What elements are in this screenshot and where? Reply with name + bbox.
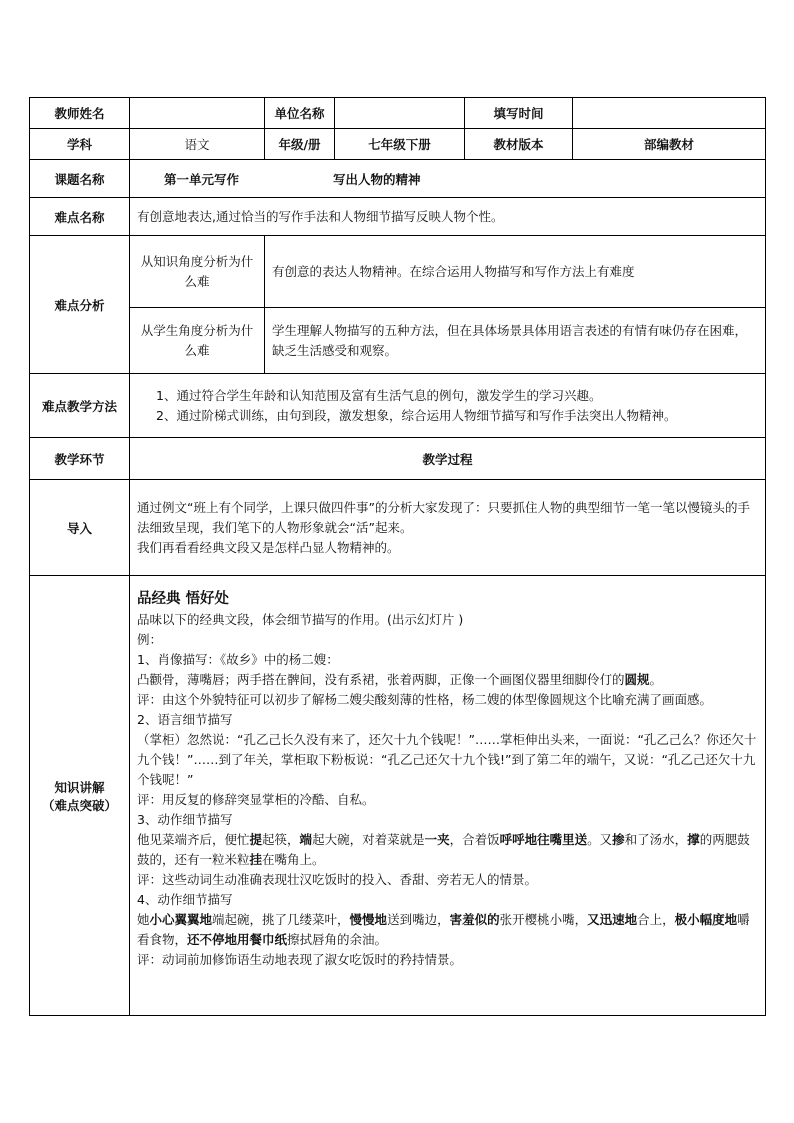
example-2-title: 2、语言细节描写	[137, 712, 233, 727]
knowledge-angle-value: 有创意的表达人物精神。在综合运用人物描写和写作方法上有难度	[265, 236, 766, 308]
unit-label: 单位名称	[265, 98, 335, 129]
example-2-text: （掌柜）忽然说：“孔乙己长久没有来了，还欠十九个钱呢！”……掌柜伸出头来，一面说：“孔乙己么？你还欠十九个钱！”……到了年关，掌柜取下粉板说：“孔乙己还欠十九个钱!”到了第二年的端午，又说：“孔乙己还欠十九个钱呢！”	[137, 732, 757, 787]
intro-paragraph-1: 通过例文“班上有个同学，上课只做四件事”的分析大家发现了：只要抓住人物的典型细节一笔一笔以慢镜头的手法细致呈现，我们笔下的人物形象就会“活”起来。	[137, 499, 750, 535]
example-3-comment: 评：这些动词生动准确表现壮汉吃饭时的投入、香甜、旁若无人的情景。	[137, 872, 538, 887]
student-angle-label: 从学生角度分析为什么难	[130, 308, 265, 374]
topic-label: 课题名称	[30, 160, 130, 198]
header-row-2	[30, 129, 766, 160]
process-label: 教学过程	[130, 438, 766, 480]
intro-cell	[130, 480, 766, 576]
knowledge-label-line-2: （难点突破）	[41, 797, 117, 813]
method-item-1: 1、通过符合学生年龄和认知范围及富有生活气息的例句，激发学生的学习兴趣。	[156, 387, 602, 403]
process-header-row	[30, 438, 766, 480]
intro-row	[30, 480, 766, 576]
knowledge-cell	[130, 576, 766, 1016]
method-item-2: 2、通过阶梯式训练，由句到段，激发想象，综合运用人物细节描写和写作手法突出人物精神。	[156, 407, 677, 423]
example-3-title: 3、动作细节描写	[137, 812, 233, 827]
example-1-text: 凸颧骨，薄嘴唇；两手搭在髀间，没有系裙，张着两脚，正像一个画图仪器里细脚伶仃的圆规。	[137, 672, 663, 687]
stage-label: 教学环节	[30, 438, 130, 480]
knowledge-label-line-1: 知识讲解	[54, 779, 105, 795]
lesson-plan-table	[29, 97, 766, 1016]
topic-title: 写出人物的精神	[332, 171, 421, 187]
difficulty-value: 有创意地表达,通过恰当的写作手法和人物细节描写反映人物个性。	[130, 198, 766, 236]
grade-value: 七年级下册	[335, 129, 465, 160]
subject-value: 语文	[130, 129, 265, 160]
subject-label: 学科	[30, 129, 130, 160]
example-2-comment: 评：用反复的修辞突显掌柜的冷酷、自私。	[137, 792, 375, 807]
methods-row	[30, 374, 766, 438]
difficulty-label: 难点名称	[30, 198, 130, 236]
example-4-title: 4、动作细节描写	[137, 892, 233, 907]
example-1-title: 1、肖像描写：《故乡》中的杨二嫂：	[137, 652, 339, 667]
student-angle-value: 学生理解人物描写的五种方法，但在具体场景具体用语言表述的有情有味仍存在困难，缺乏生活感受和观察。	[265, 308, 766, 374]
date-label: 填写时间	[465, 98, 573, 129]
knowledge-title: 品经典 悟好处	[137, 591, 230, 607]
edition-value: 部编教材	[573, 129, 766, 160]
topic-cell	[130, 160, 766, 198]
methods-cell	[130, 374, 766, 438]
edition-label: 教材版本	[465, 129, 573, 160]
difficulty-row	[30, 198, 766, 236]
analysis-row-knowledge	[30, 236, 766, 308]
intro-label: 导入	[30, 480, 130, 576]
teacher-label: 教师姓名	[30, 98, 130, 129]
knowledge-angle-label: 从知识角度分析为什么难	[130, 236, 265, 308]
knowledge-label	[30, 576, 130, 1016]
topic-row	[30, 160, 766, 198]
teacher-value	[130, 98, 265, 129]
analysis-label: 难点分析	[30, 236, 130, 374]
unit-value	[335, 98, 465, 129]
grade-label: 年级/册	[265, 129, 335, 160]
knowledge-instruction: 品味以下的经典文段，体会细节描写的作用。(出示幻灯片 )	[137, 612, 464, 627]
knowledge-row	[30, 576, 766, 1016]
topic-unit: 第一单元写作	[164, 171, 240, 187]
example-3-text: 他见菜端齐后，便忙提起筷，端起大碗，对着菜就是一夹，合着饭呼呼地往嘴里送。又掺和了汤水，撑的两腮鼓鼓的，还有一粒米粒挂在嘴角上。	[137, 832, 750, 867]
example-4-comment: 评：动词前加修饰语生动地表现了淑女吃饭时的矜持情景。	[137, 952, 463, 967]
analysis-row-student	[30, 308, 766, 374]
example-1-comment: 评：由这个外貌特征可以初步了解杨二嫂尖酸刻薄的性格，杨二嫂的体型像圆规这个比喻充满了画面感。	[137, 692, 713, 707]
example-4-text: 她小心翼翼地端起碗，挑了几缕菜叶，慢慢地送到嘴边，害羞似的张开樱桃小嘴，又迅速地合上，极小幅度地嚼看食物，还不停地用餐巾纸擦拭唇角的余油。	[137, 912, 750, 947]
methods-label: 难点教学方法	[30, 374, 130, 438]
intro-paragraph-2: 我们再看看经典文段又是怎样凸显人物精神的。	[137, 539, 400, 555]
header-row-1	[30, 98, 766, 129]
date-value	[573, 98, 766, 129]
example-label: 例：	[137, 632, 163, 647]
